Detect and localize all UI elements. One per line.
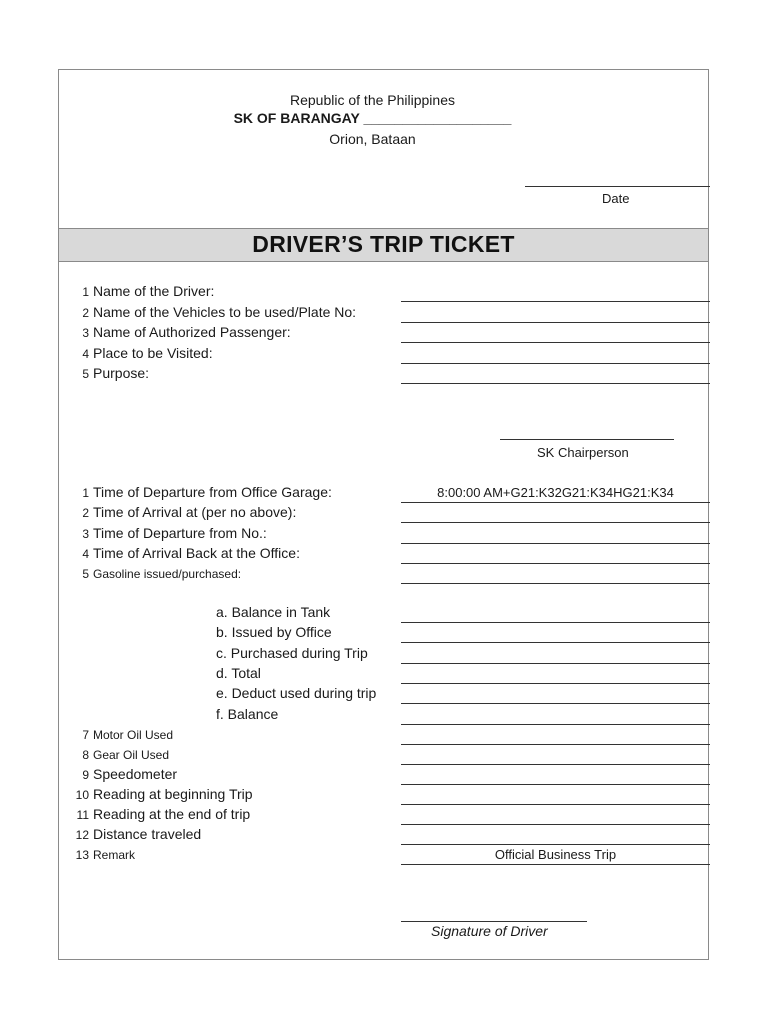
form-row	[59, 765, 708, 785]
form-row	[59, 564, 708, 584]
row-label: Distance traveled	[93, 826, 202, 842]
row-label: Gasoline issued/purchased:	[93, 567, 242, 582]
row-label: a. Balance in Tank	[216, 604, 331, 620]
form-title: DRIVER’S TRIP TICKET	[252, 231, 515, 257]
form-row	[59, 503, 708, 523]
row-number: 11	[76, 808, 89, 822]
row-label: Speedometer	[93, 766, 178, 782]
driver-signature-label: Signature of Driver	[431, 923, 548, 939]
form-row	[59, 664, 708, 684]
row-label: Time of Departure from Office Garage:	[93, 484, 332, 500]
header-location: Orion, Bataan	[329, 131, 416, 147]
form-row	[59, 603, 708, 623]
row-fill-line[interactable]	[401, 383, 710, 384]
row-value: 8:00:00 AM+G21:K32G21:K34HG21:K34	[437, 485, 674, 500]
row-label: c. Purchased during Trip	[216, 644, 368, 661]
form-row	[59, 785, 708, 805]
row-number: 9	[82, 768, 89, 782]
row-label: Time of Arrival at (per no above):	[93, 504, 297, 521]
row-number: 1	[82, 285, 89, 299]
row-label: Reading at beginning Trip	[93, 786, 253, 802]
form-row	[59, 323, 708, 343]
row-label: Name of the Vehicles to be used/Plate No:	[93, 303, 357, 320]
row-value: Official Business Trip	[494, 847, 617, 862]
row-number: 2	[82, 506, 89, 521]
date-field-line[interactable]	[525, 186, 710, 187]
title-band	[59, 228, 708, 262]
row-label: Remark	[93, 848, 136, 862]
row-number: 2	[82, 305, 89, 320]
trip-ticket-form	[58, 69, 709, 960]
row-number: 12	[75, 828, 89, 842]
form-row	[59, 282, 708, 302]
form-row	[59, 805, 708, 825]
form-row	[59, 845, 708, 865]
row-number: 8	[82, 748, 89, 762]
row-label: Place to be Visited:	[93, 344, 213, 361]
row-fill-line[interactable]	[401, 864, 710, 865]
form-row	[59, 364, 708, 384]
form-row	[59, 303, 708, 323]
row-label: Reading at the end of trip	[93, 806, 251, 822]
row-number: 3	[82, 526, 89, 541]
row-label: f. Balance	[216, 705, 279, 722]
row-number: 7	[82, 728, 89, 742]
row-number: 1	[82, 486, 89, 500]
form-row	[59, 825, 708, 845]
form-row	[59, 524, 708, 544]
row-label: Time of Departure from No.:	[93, 524, 267, 541]
row-label: Gear Oil Used	[93, 748, 170, 762]
date-label: Date	[602, 191, 630, 206]
form-row	[59, 544, 708, 564]
form-row	[59, 644, 708, 664]
row-number: 5	[82, 367, 89, 381]
row-label: Name of the Driver:	[93, 283, 215, 299]
row-number: 10	[75, 788, 89, 802]
row-label: e. Deduct used during trip	[216, 685, 377, 702]
form-row	[59, 344, 708, 364]
form-row	[59, 623, 708, 643]
header-republic: Republic of the Philippines	[290, 92, 455, 108]
form-row	[59, 745, 708, 765]
row-number: 4	[82, 346, 89, 361]
driver-signature-line[interactable]	[401, 921, 587, 922]
form-row	[59, 725, 708, 745]
header-barangay: SK OF BARANGAY ___________________	[233, 110, 512, 126]
row-number: 5	[82, 567, 89, 582]
row-label: Name of Authorized Passenger:	[93, 324, 291, 340]
row-fill-line[interactable]	[401, 583, 710, 584]
row-label: Time of Arrival Back at the Office:	[93, 544, 300, 561]
chairperson-label: SK Chairperson	[537, 445, 629, 460]
row-number: 4	[82, 546, 89, 561]
form-row	[59, 705, 708, 725]
chairperson-signature-line[interactable]	[500, 439, 674, 440]
row-number: 13	[75, 848, 89, 862]
row-label: Motor Oil Used	[93, 728, 174, 742]
form-row	[59, 483, 708, 503]
row-label: b. Issued by Office	[216, 624, 332, 641]
form-row	[59, 684, 708, 704]
row-label: Purpose:	[93, 365, 150, 381]
row-label: d. Total	[216, 664, 261, 681]
row-number: 3	[82, 326, 89, 340]
